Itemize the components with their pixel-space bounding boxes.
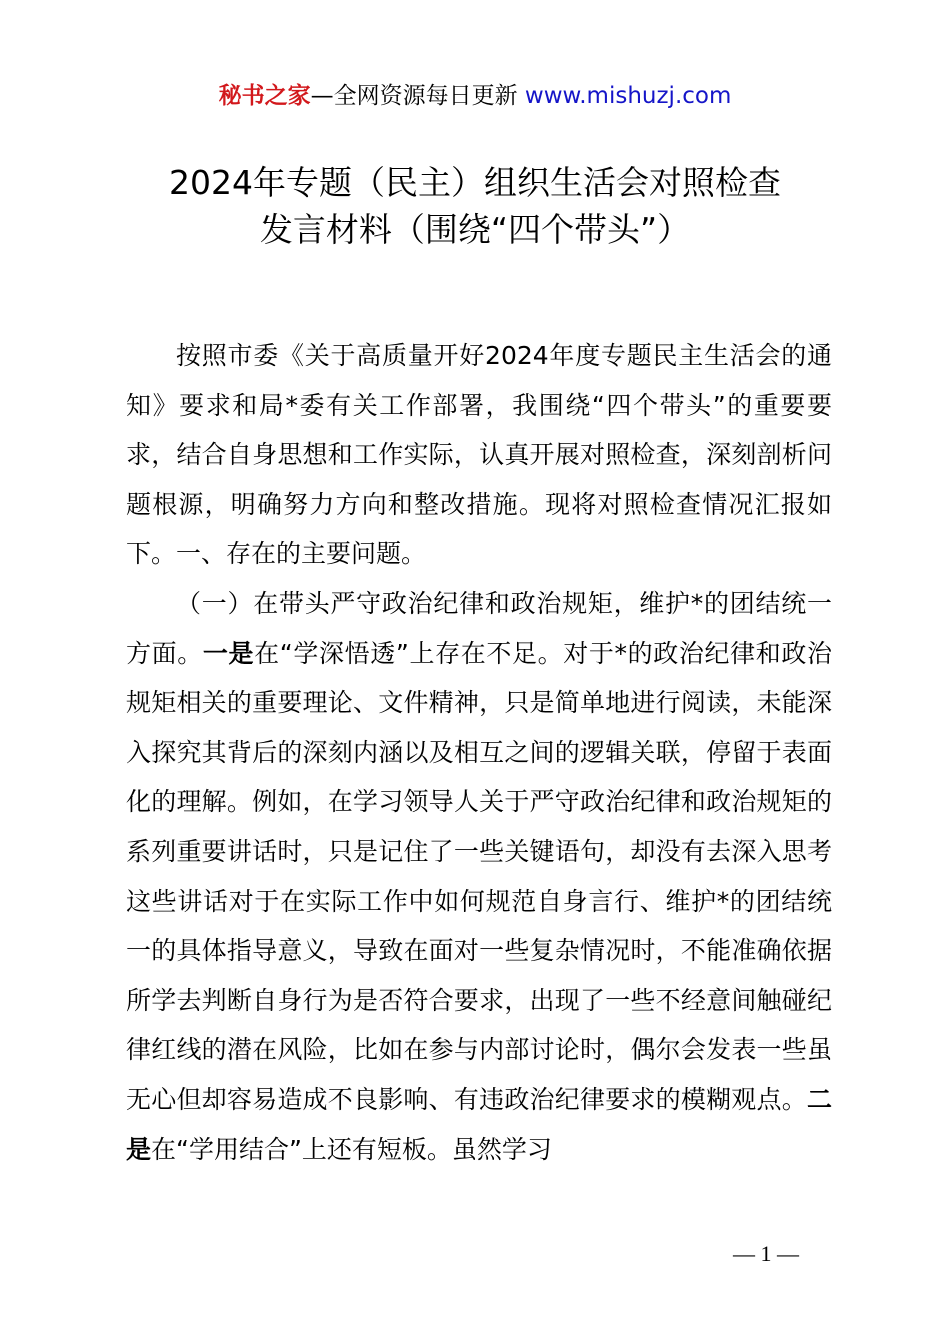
document-title-line-1: 2024年专题（民主）组织生活会对照检查 — [169, 163, 781, 202]
paragraph-section-one — [126, 579, 832, 1174]
page-number: — 1 — — [733, 1241, 799, 1266]
brand-url: www.mishuzj.com — [524, 83, 732, 109]
paragraph-intro: 按照市委《关于高质量开好2024年度专题民主生活会的通知》要求和局*委有关工作部署，我围绕“四个带头”的重要要求，结合自身思想和工作实际，认真开展对照检查，深刻剖析问题根源，明确努力方向和整改措施。现将对照检查情况汇报如下。一、存在的主要问题。 — [126, 341, 832, 569]
brand-tagline: —全网资源每日更新 — [310, 83, 525, 109]
section-one-heading: （一）在带头严守政治纪律和政治规矩，维护*的团结统一方面。 — [126, 588, 832, 668]
document-title-line-2: 发言材料（围绕“四个带头”） — [259, 210, 691, 249]
brand-name: 秘书之家 — [218, 83, 311, 109]
point-two-lead: 二是 — [126, 1084, 832, 1164]
document-body — [126, 331, 832, 1174]
document-title — [60, 159, 890, 253]
point-one-text: 在“学深悟透”上存在不足。对于*的政治纪律和政治规矩相关的重要理论、文件精神，只是简单地进行阅读，未能深入探究其背后的深刻内涵以及相互之间的逻辑关联，停留于表面化的理解。例如，在学习领导人关于严守政治纪律和政治规矩的系列重要讲话时，只是记住了一些关键语句，却没有去深入思考这些讲话对于在实际工作中如何规范自身言行、维护*的团结统一的具体指导意义，导致在面对一些复杂情况时，不能准确依据所学去判断自身行为是否符合要求，出现了一些不经意间触碰纪律红线的潜在风险，比如在参与内部讨论时，偶尔会发表一些虽无心但却容易造成不良影响、有违政治纪律要求的模糊观点。 — [126, 638, 832, 1114]
point-one-lead: 一是 — [202, 638, 255, 668]
point-two-text: 在“学用结合”上还有短板。虽然学习 — [151, 1134, 552, 1164]
site-watermark-header — [0, 80, 950, 112]
